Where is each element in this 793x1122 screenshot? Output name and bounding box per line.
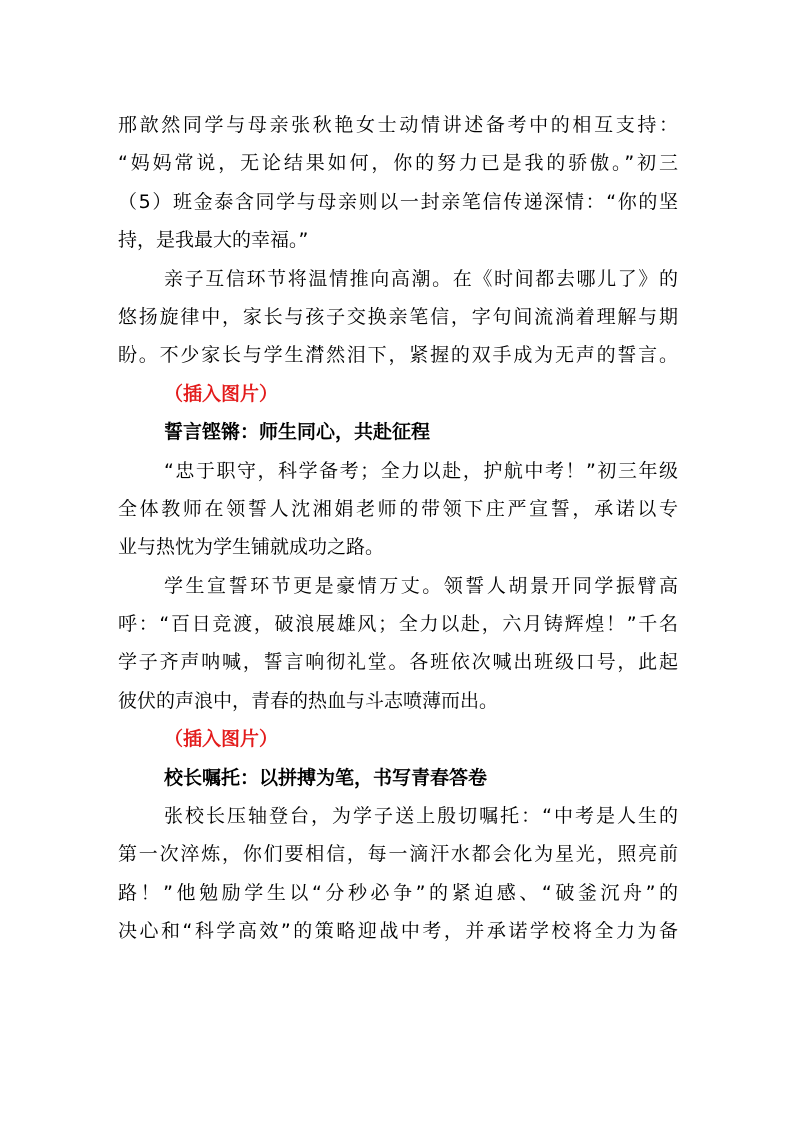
body-text-line: 邢歆然同学与母亲张秋艳女士动情讲述备考中的相互支持： [118, 114, 678, 136]
body-text-line: 持，是我最大的幸福。” [118, 229, 309, 252]
body-text-line: 彼伏的声浪中，青春的热血与斗志喷薄而出。 [118, 689, 499, 712]
body-text-line: 路！”他勉励学生以“分秒必争”的紧迫感、“破釜沉舟”的 [118, 881, 678, 904]
body-text-line: 呼：“百日竞渡，破浪展雄风；全力以赴，六月铸辉煌！”千名 [118, 613, 678, 636]
document-page [118, 106, 678, 951]
insert-image-placeholder: （插入图片） [164, 728, 279, 751]
body-text-line: 业与热忱为学生铺就成功之路。 [118, 536, 385, 559]
body-text-line: 学子齐声呐喊，誓言响彻礼堂。各班依次喊出班级口号，此起 [118, 651, 678, 674]
insert-image-placeholder: （插入图片） [164, 382, 279, 405]
paragraph-first-line: “忠于职守，科学备考；全力以赴，护航中考！”初三年级 [164, 459, 678, 482]
body-text-line: 第一次淬炼，你们要相信，每一滴汗水都会化为星光，照亮前 [118, 843, 678, 866]
paragraph-first-line: 张校长压轴登台，为学子送上殷切嘱托：“中考是人生的 [164, 805, 678, 828]
body-text-line: “妈妈常说，无论结果如何，你的努力已是我的骄傲。”初三 [118, 152, 678, 175]
body-text-line: （5）班金泰含同学与母亲则以一封亲笔信传递深情：“你的坚 [118, 190, 678, 213]
body-text-line: 悠扬旋律中，家长与孩子交换亲笔信，字句间流淌着理解与期 [118, 305, 678, 328]
body-text-line: 盼。不少家长与学生潸然泪下，紧握的双手成为无声的誓言。 [118, 344, 678, 367]
body-text-line: 决心和“科学高效”的策略迎战中考，并承诺学校将全力为备 [118, 920, 678, 943]
paragraph-first-line: 学生宣誓环节更是豪情万丈。领誓人胡景开同学振臂高 [164, 574, 678, 597]
body-text-line: 全体教师在领誓人沈湘娟老师的带领下庄严宣誓，承诺以专 [118, 497, 678, 520]
section-heading: 校长嘱托：以拼搏为笔，书写青春答卷 [164, 766, 488, 789]
paragraph-first-line: 亲子互信环节将温情推向高潮。在《时间都去哪儿了》的 [164, 267, 678, 290]
section-heading: 誓言铿锵：师生同心，共赴征程 [164, 421, 431, 444]
